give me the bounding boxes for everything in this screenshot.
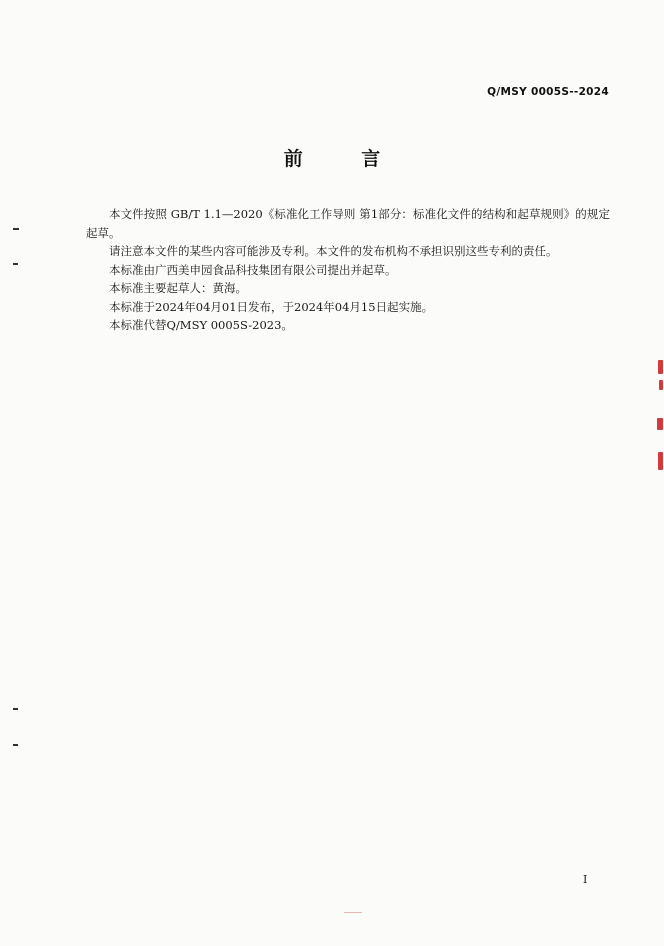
page-number: I [583,873,588,886]
paragraph-replaces: 本标准代替Q/MSY 0005S-2023。 [109,318,293,332]
scan-mark [13,708,18,710]
paragraph-proposer: 本标准由广西美申园食品科技集团有限公司提出并起草。 [109,262,397,277]
seal-fragment [656,352,664,482]
scan-mark [13,228,19,230]
page-title: 前 言 [283,148,407,170]
foreword-body [86,205,610,335]
document-code: Q/MSY 0005S--2024 [487,86,609,98]
paragraph-patent-notice: 请注意本文件的某些内容可能涉及专利。本文件的发布机构不承担识别这些专利的责任。 [109,244,558,258]
paragraph-drafting-rules: 本文件按照 GB/T 1.1—2020《标准化工作导则 第1部分：标准化文件的结构和起草规则》的规定起草。 [86,207,610,240]
scan-mark [344,912,362,913]
paragraph-dates: 本标准于2024年04月01日发布，于2024年04月15日起实施。 [109,299,434,314]
scan-mark [13,263,18,265]
paragraph-drafter: 本标准主要起草人：黄海。 [109,281,247,295]
scan-mark [13,744,18,746]
